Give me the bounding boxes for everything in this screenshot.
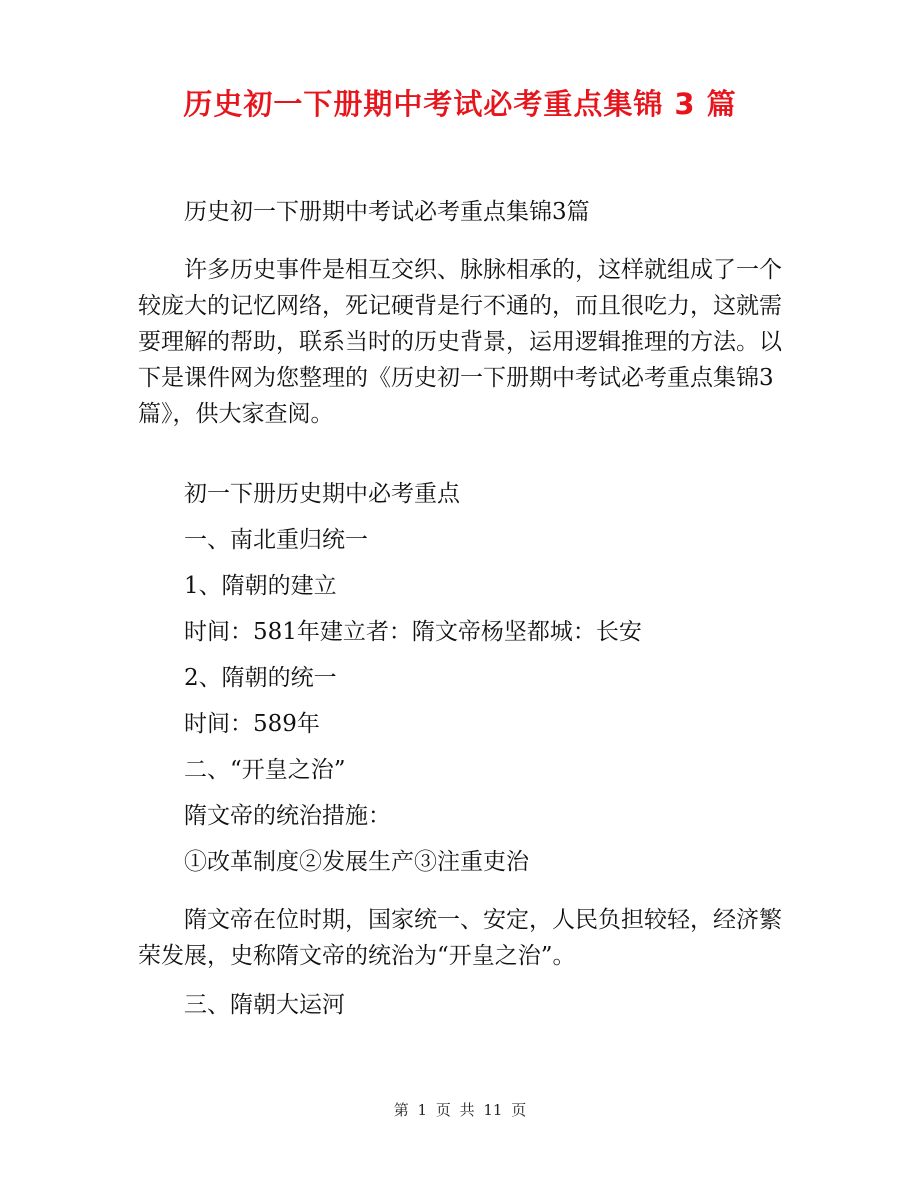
kaihuang-paragraph: 隋文帝在位时期，国家统一、安定，人民负担较轻，经济繁荣发展，史称隋文帝的统治为“开皇之治”。	[138, 907, 782, 969]
page-number-footer: 第 1 页 共 11 页	[393, 1101, 527, 1119]
list-item-section-two: 二、“开皇之治”	[184, 757, 346, 783]
list-item-measures-heading: 隋文帝的统治措施：	[184, 803, 391, 829]
list-item-sui-unification: 2、隋朝的统一	[184, 665, 337, 691]
list-item-sui-founding: 1、隋朝的建立	[184, 573, 337, 599]
section-heading: 初一下册历史期中必考重点	[184, 481, 460, 507]
list-item-measures: ①改革制度②发展生产③注重吏治	[184, 849, 529, 875]
section-three-heading: 三、隋朝大运河	[184, 992, 345, 1018]
intro-paragraph: 许多历史事件是相互交织、脉脉相承的，这样就组成了一个较庞大的记忆网络，死记硬背是行不通的，而且很吃力，这就需要理解的帮助，联系当时的历史背景，运用逻辑推理的方法。以下是课件网为您整理的《历史初一下册期中考试必考重点集锦3篇》，供大家查阅。	[138, 257, 782, 427]
subtitle-line: 历史初一下册期中考试必考重点集锦3篇	[184, 199, 590, 225]
list-item-founding-details: 时间：581年建立者：隋文帝杨坚都城：长安	[184, 619, 642, 645]
list-item-unification-time: 时间：589年	[184, 711, 320, 737]
document-title: 历史初一下册期中考试必考重点集锦 3 篇	[183, 87, 737, 121]
list-item-section-one: 一、南北重归统一	[184, 527, 368, 553]
